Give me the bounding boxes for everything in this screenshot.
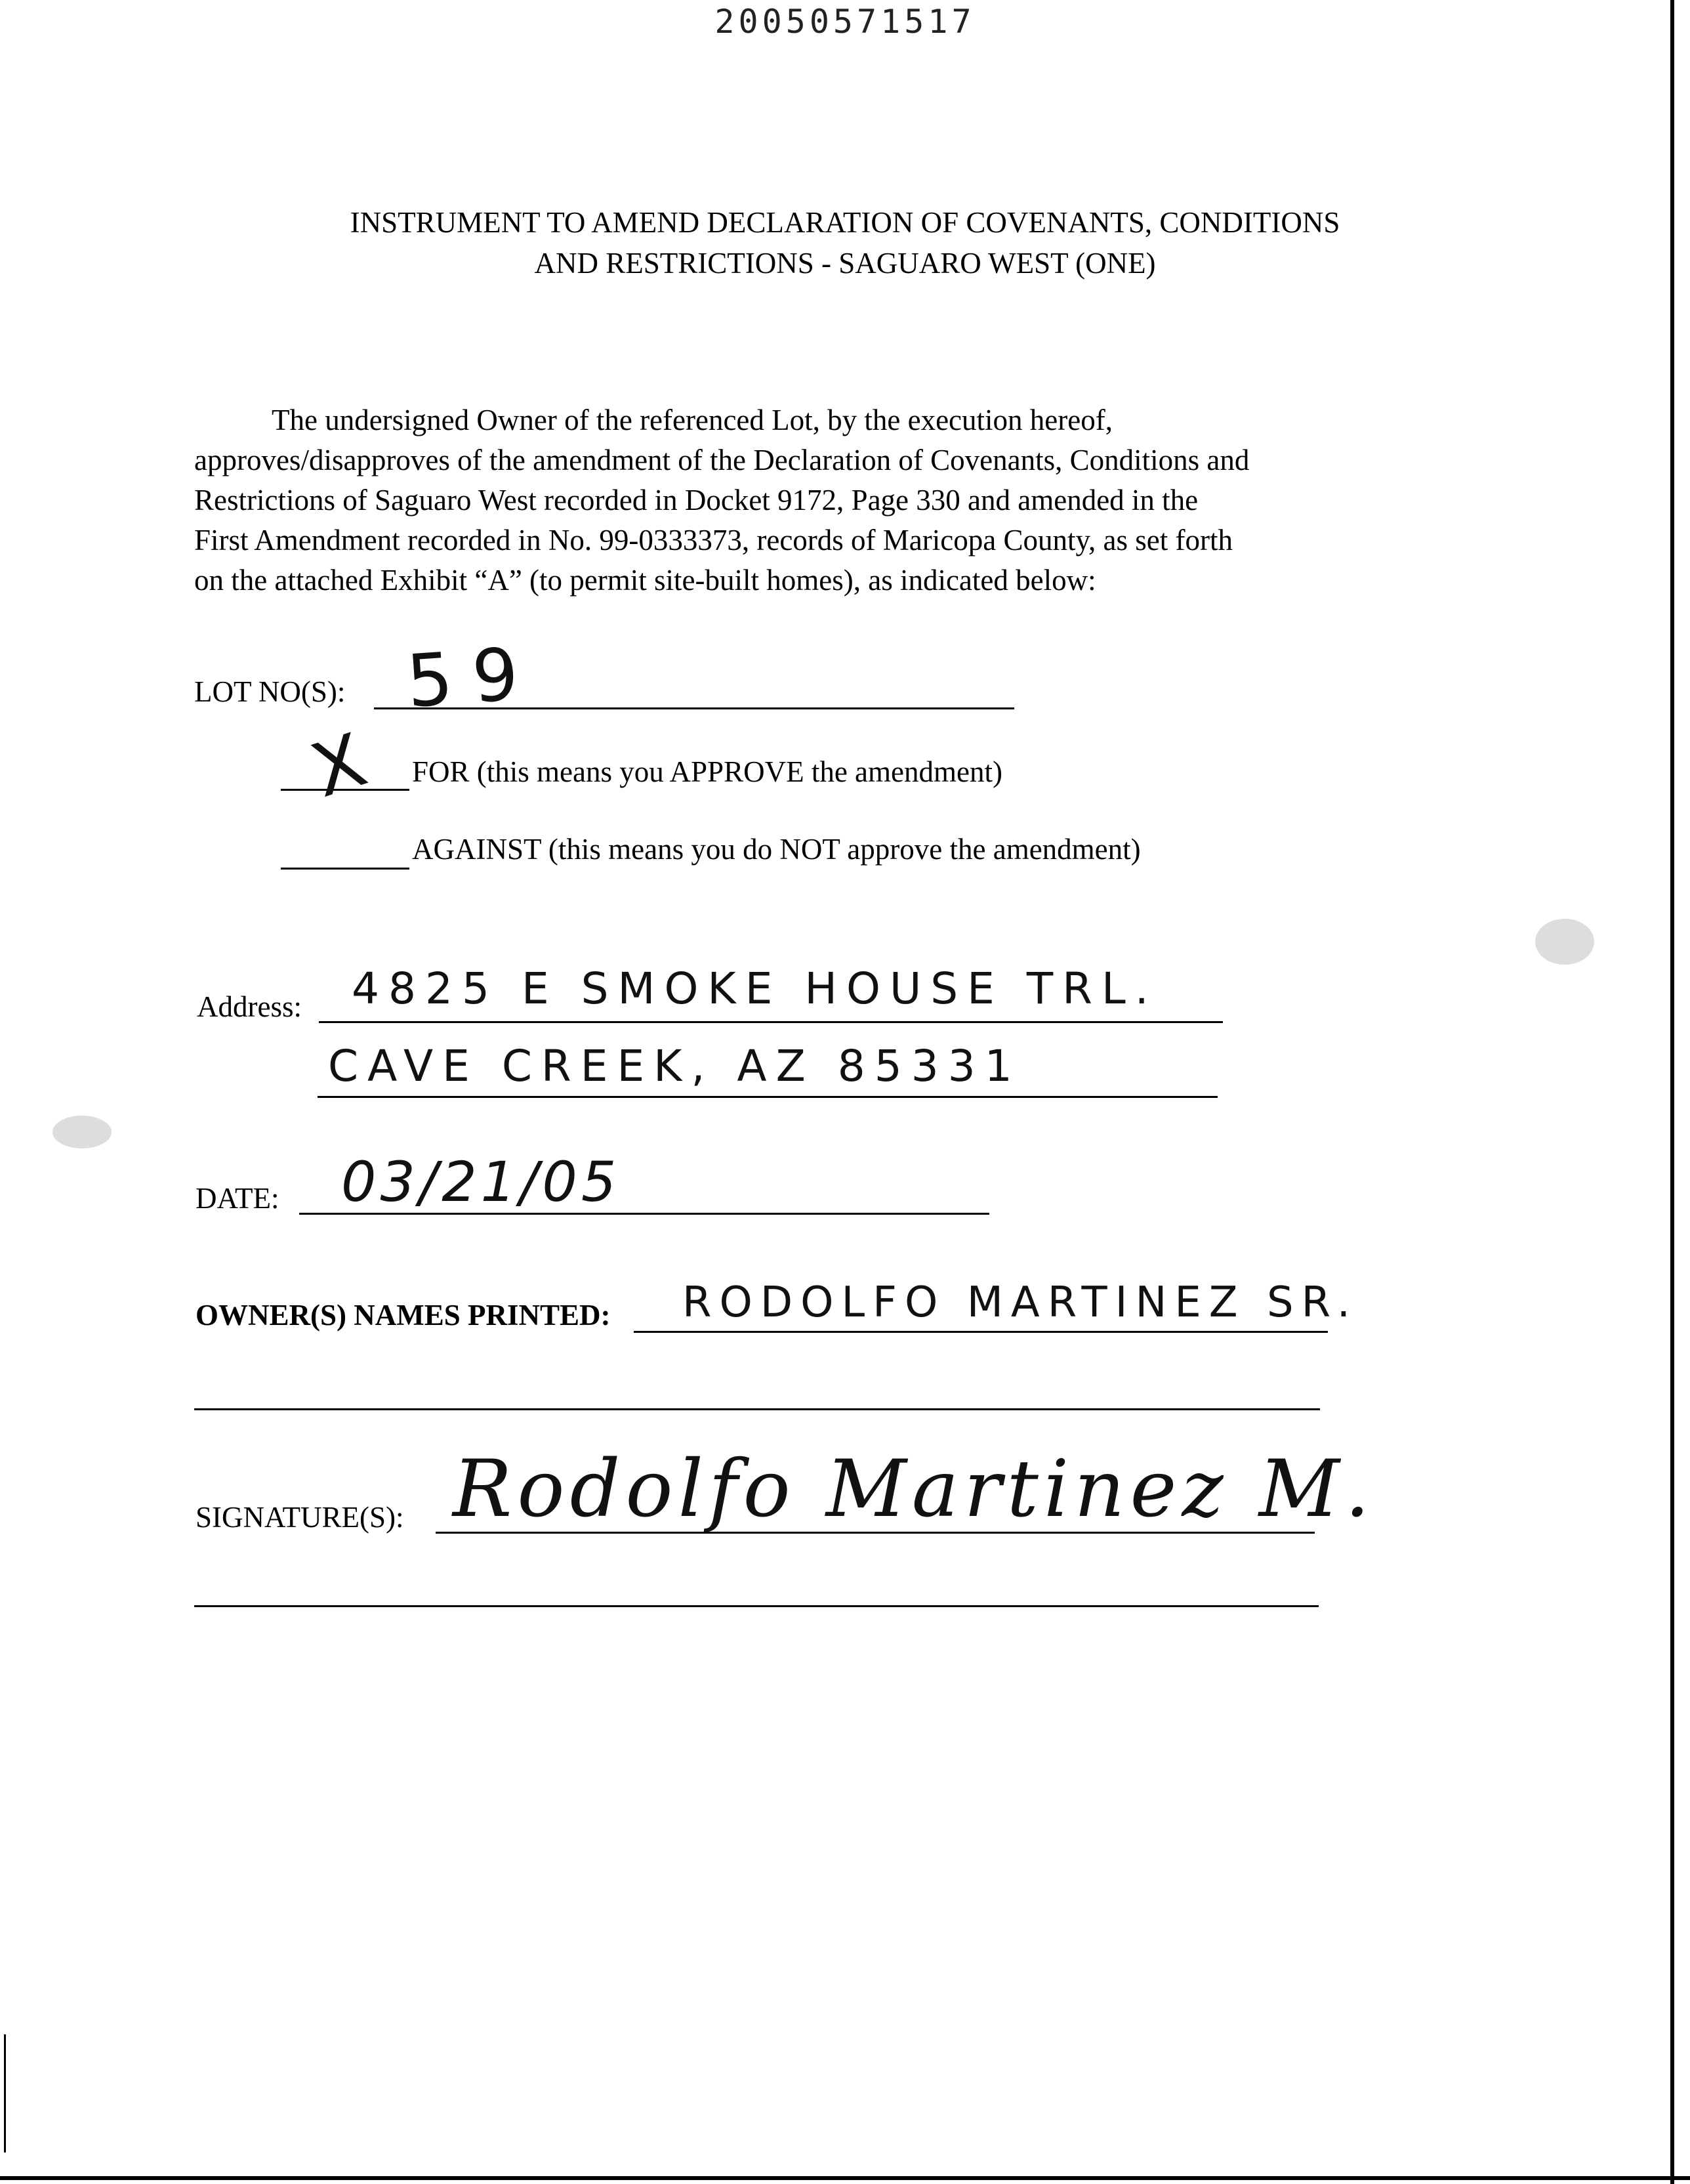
scan-speckle xyxy=(52,1116,112,1148)
scan-border-bottom xyxy=(0,2176,1690,2180)
document-number: 20050571517 xyxy=(714,3,976,41)
address-line-1[interactable]: 4825 E SMOKE HOUSE TRL. xyxy=(352,963,1158,1014)
body-line-3: Restrictions of Saguaro West recorded in Docket 9172, Page 330 and amended in the xyxy=(194,484,1199,516)
signature-label: SIGNATURE(S): xyxy=(196,1501,404,1534)
lot-label: LOT NO(S): xyxy=(194,675,346,708)
title-line-2: AND RESTRICTIONS - SAGUARO WEST (ONE) xyxy=(534,247,1156,280)
body-paragraph xyxy=(194,400,1388,600)
date-value[interactable]: 03/21/05 xyxy=(341,1150,621,1214)
date-label: DATE: xyxy=(196,1182,279,1215)
body-line-2: approves/disapproves of the amendment of the Declaration of Covenants, Conditions and xyxy=(194,444,1250,476)
scan-border-right xyxy=(1670,0,1674,2184)
signature-value[interactable]: Rodolfo Martinez M. xyxy=(453,1444,1375,1535)
lot-value[interactable]: 59 xyxy=(403,631,541,724)
owner-names-underline-2 xyxy=(194,1408,1320,1410)
scan-speckle xyxy=(1535,919,1594,965)
document-title xyxy=(131,202,1559,284)
body-line-4: First Amendment recorded in No. 99-0333373, records of Maricopa County, as set forth xyxy=(194,524,1233,556)
address-label: Address: xyxy=(197,990,302,1023)
signature-underline-2 xyxy=(194,1605,1319,1607)
body-line-1: The undersigned Owner of the referenced Lot, by the execution hereof, xyxy=(272,404,1113,436)
address-line-2[interactable]: CAVE CREEK, AZ 85331 xyxy=(328,1041,1021,1091)
against-blank[interactable] xyxy=(281,868,409,870)
owner-names-value[interactable]: RODOLFO MARTINEZ SR. xyxy=(682,1278,1359,1327)
owner-names-label: OWNER(S) NAMES PRINTED: xyxy=(196,1299,611,1332)
scan-border-left-mark xyxy=(4,2034,6,2152)
title-line-1: INSTRUMENT TO AMEND DECLARATION OF COVENANTS, CONDITIONS xyxy=(350,206,1340,239)
for-checkmark: X xyxy=(302,715,385,814)
owner-names-underline xyxy=(634,1331,1328,1333)
body-line-5: on the attached Exhibit “A” (to permit site-built homes), as indicated below: xyxy=(194,564,1096,597)
address-underline-2 xyxy=(318,1096,1218,1098)
against-option-label: AGAINST (this means you do NOT approve the amendment) xyxy=(412,833,1141,866)
for-option-label: FOR (this means you APPROVE the amendment) xyxy=(412,755,1002,788)
address-underline-1 xyxy=(319,1021,1223,1023)
